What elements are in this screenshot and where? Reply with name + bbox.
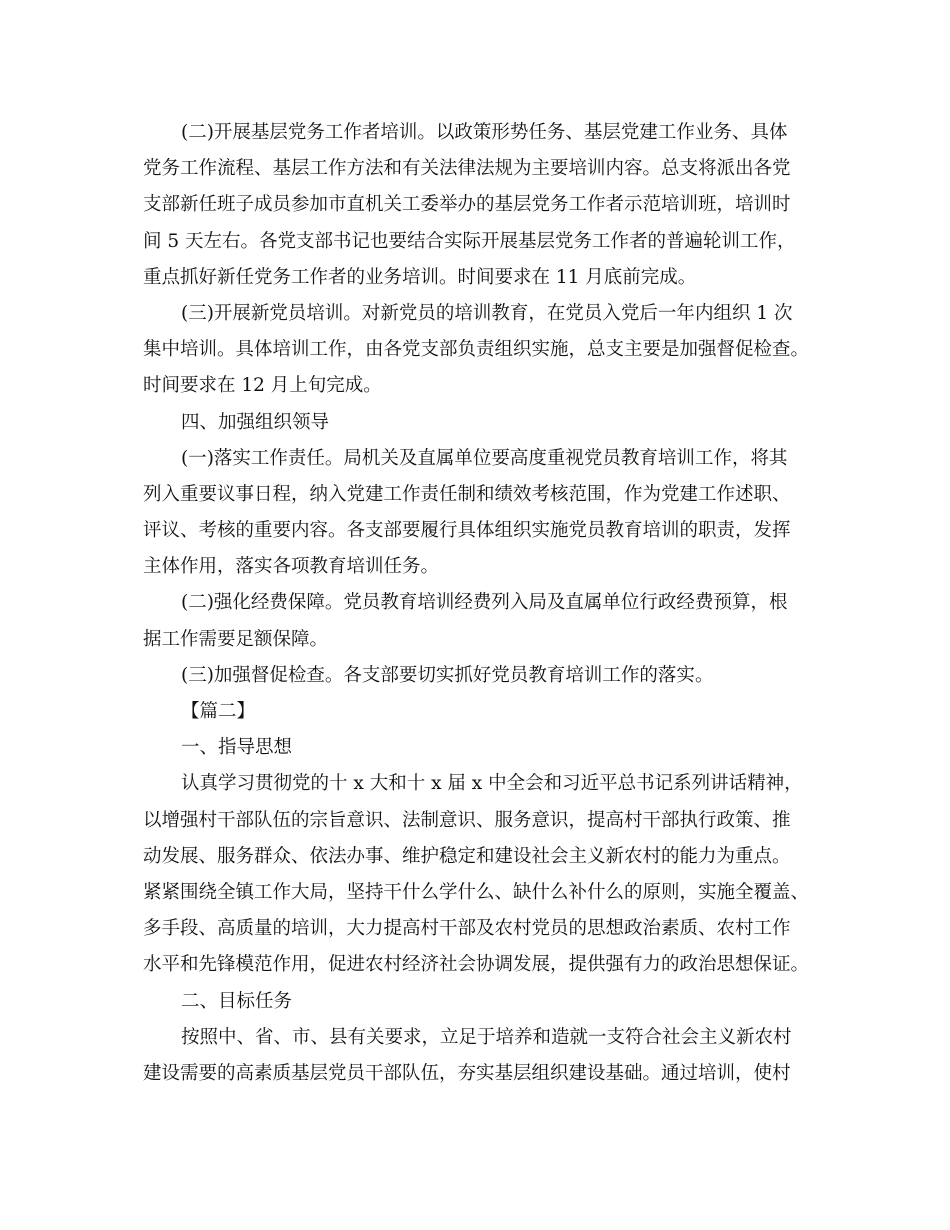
text-line: 评议、考核的重要内容。各支部要履行具体组织实施党员教育培训的职责，发挥 — [143, 520, 791, 542]
p-section-two — [143, 694, 811, 730]
text-line: 多手段、高质量的培训，大力提高村干部及农村党员的思想政治素质、农村工作 — [143, 918, 791, 940]
p-heading-goals — [143, 984, 811, 1020]
text-line: 集中培训。具体培训工作，由各党支部负责组织实施，总支主要是加强督促检查。 — [143, 339, 810, 361]
p-heading-guiding — [143, 730, 811, 766]
text-line: 间 5 天左右。各党支部书记也要结合实际开展基层党务工作者的普遍轮训工作， — [143, 230, 796, 252]
text-line: 时间要求在 12 月上旬完成。 — [143, 375, 382, 397]
p-funding — [143, 585, 811, 657]
p-responsibility — [143, 441, 811, 586]
p-new-member-training — [143, 296, 811, 405]
text-line: 动发展、服务群众、依法办事、维护稳定和建设社会主义新农村的能力为重点。 — [143, 845, 791, 867]
document-body — [143, 115, 811, 1092]
p-goals — [143, 1020, 811, 1092]
text-line: 主体作用，落实各项教育培训任务。 — [143, 556, 440, 578]
text-line: 支部新任班子成员参加市直机关工委举办的基层党务工作者示范培训班，培训时 — [143, 194, 791, 216]
text-line: 按照中、省、市、县有关要求，立足于培养和造就一支符合社会主义新农村 — [181, 1026, 792, 1048]
text-line: 二、目标任务 — [181, 990, 293, 1012]
text-line: 据工作需要足额保障。 — [143, 628, 329, 650]
text-line: 水平和先锋模范作用，促进农村经济社会协调发展，提供强有力的政治思想保证。 — [143, 954, 810, 976]
p-heading-leadership — [143, 405, 811, 441]
text-line: (二)强化经费保障。党员教育培训经费列入局及直属单位行政经费预算，根 — [181, 592, 788, 614]
p-guiding-thought — [143, 766, 811, 983]
text-line: (一)落实工作责任。局机关及直属单位要高度重视党员教育培训工作，将其 — [181, 447, 788, 469]
text-line: 重点抓好新任党务工作者的业务培训。时间要求在 11 月底前完成。 — [143, 266, 697, 288]
text-line: 紧紧围绕全镇工作大局，坚持干什么学什么、缺什么补什么的原则，实施全覆盖、 — [143, 881, 810, 903]
text-line: 认真学习贯彻党的十 x 大和十 x 届 x 中全会和习近平总书记系列讲话精神， — [181, 773, 803, 795]
text-line: 以增强村干部队伍的宗旨意识、法制意识、服务意识，提高村干部执行政策、推 — [143, 809, 791, 831]
text-line: 【篇二】 — [181, 701, 256, 722]
text-line: (三)开展新党员培训。对新党员的培训教育，在党员入党后一年内组织 1 次 — [181, 302, 793, 324]
p-grassroots-training — [143, 115, 811, 296]
text-line: 党务工作流程、基层工作方法和有关法律法规为主要培训内容。总支将派出各党 — [143, 158, 791, 180]
text-line: 列入重要议事日程，纳入党建工作责任制和绩效考核范围，作为党建工作述职、 — [143, 483, 791, 505]
p-supervision — [143, 658, 811, 694]
text-line: 建设需要的高素质基层党员干部队伍，夯实基层组织建设基础。通过培训，使村 — [143, 1062, 791, 1084]
text-line: 一、指导思想 — [181, 737, 293, 759]
text-line: (三)加强督促检查。各支部要切实抓好党员教育培训工作的落实。 — [181, 664, 714, 686]
text-line: 四、加强组织领导 — [181, 411, 330, 433]
text-line: (二)开展基层党务工作者培训。以政策形势任务、基层党建工作业务、具体 — [181, 122, 788, 143]
